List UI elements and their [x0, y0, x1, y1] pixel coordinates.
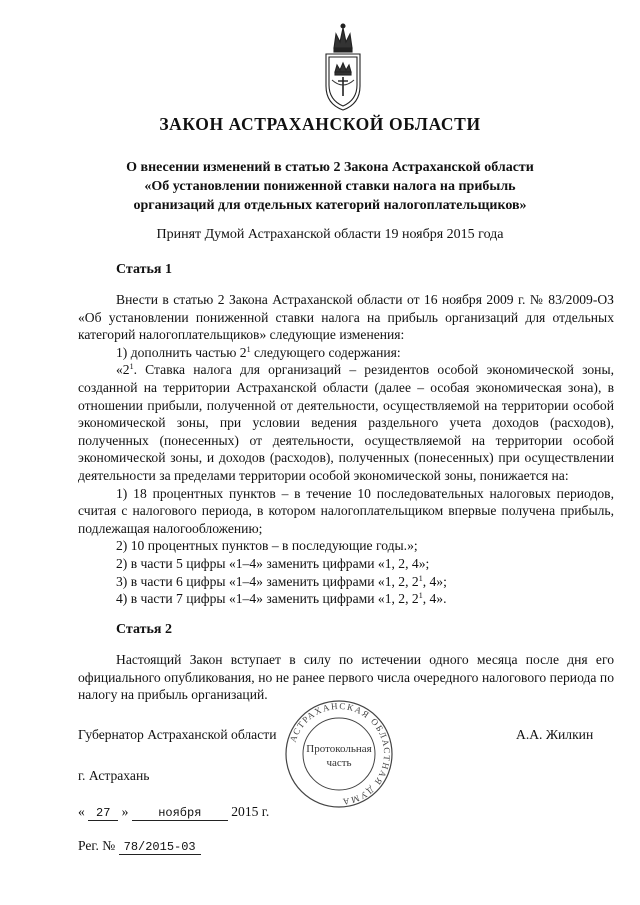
- subtitle-line: О внесении изменений в статью 2 Закона Астраханской области: [126, 160, 534, 175]
- article-1-body: [78, 291, 614, 608]
- article-2-text: Настоящий Закон вступает в силу по истечении одного месяца после дня его официального опубликования, но не ранее первого числа очередного налогового периода по налогу на прибыль организаций.: [78, 652, 614, 703]
- article-2-heading: Статья 2: [116, 622, 172, 637]
- subtitle-line: организаций для отдельных категорий налогоплательщиков»: [133, 198, 527, 213]
- article-2-body: [78, 651, 614, 704]
- rate-item-1: 1) 18 процентных пунктов – в течение 10 последовательных налоговых периодов, считая с налогового периода, в котором налогоплательщиком впервые получена прибыль, подлежащая налогообложению;: [78, 485, 614, 536]
- stamp-inner-text: Протокольная: [306, 743, 372, 755]
- amendment-item-1: 1) дополнить частью $2^1$ следующего содержания:: [116, 344, 401, 360]
- article-1-intro: Внести в статью 2 Закона Астраханской области от 16 ноября 2009 г. № 83/2009-ОЗ «Об установлении пониженной ставки налога на прибыль организаций для отдельных категорий налогоплательщиков» следующие изменения:: [78, 292, 614, 343]
- reg-number-value: 78/2015-03: [119, 840, 201, 855]
- article-1-heading: Статья 1: [116, 262, 172, 277]
- amendment-quote: «$2^1$. Ставка налога для организаций – резидентов особой экономической зоны, созданной на территории Астраханской области (далее – особая экономическая зона), в отношении прибыли, полученной от деятельности, осуществляемой на территории особой экономической зоны, при условии ведения раздельного учета доходов (расходов), полученных (понесенных) от деятельности, осуществляемой на территории особой экономической зоны, и доходов (расходов), полученных (понесенных) при осуществлении деятельности за пределами территории особой экономической зоны, понижается на:: [78, 362, 614, 483]
- adoption-note: Принят Думой Астраханской области 19 ноября 2015 года: [156, 227, 504, 242]
- signatory-position: Губернатор Астраханской области: [78, 727, 277, 742]
- stamp-ring-text: АСТРАХАНСКАЯ ОБЛАСТНАЯ ДУМА: [287, 700, 393, 808]
- stamp-inner-text: часть: [326, 757, 352, 769]
- coat-of-arms-emblem: [318, 20, 368, 116]
- signing-date: « 27 » ноября 2015 г.: [78, 804, 270, 820]
- amendment-item-2: 2) в части 5 цифры «1–4» заменить цифрами «1, 2, 4»;: [116, 555, 430, 571]
- date-month: ноября: [132, 806, 228, 821]
- amendment-item-4: 4) в части 7 цифры «1–4» заменить цифрами «1, 2, $2^1$, 4».: [116, 591, 447, 607]
- date-day: 27: [88, 806, 118, 821]
- signatory-name: А.А. Жилкин: [516, 727, 594, 742]
- registration-number: Рег. № 78/2015-03: [78, 838, 201, 855]
- rate-item-2: 2) 10 процентных пунктов – в последующие годы.»;: [116, 538, 418, 554]
- document-title: ЗАКОН АСТРАХАНСКОЙ ОБЛАСТИ: [159, 114, 481, 134]
- amendment-item-3: 3) в части 6 цифры «1–4» заменить цифрами «1, 2, $2^1$, 4»;: [116, 573, 447, 589]
- official-stamp: [283, 698, 395, 810]
- subtitle-line: «Об установлении пониженной ставки налога на прибыль: [144, 179, 516, 194]
- document-subtitle: [60, 158, 600, 215]
- place-of-signing: г. Астрахань: [78, 768, 150, 783]
